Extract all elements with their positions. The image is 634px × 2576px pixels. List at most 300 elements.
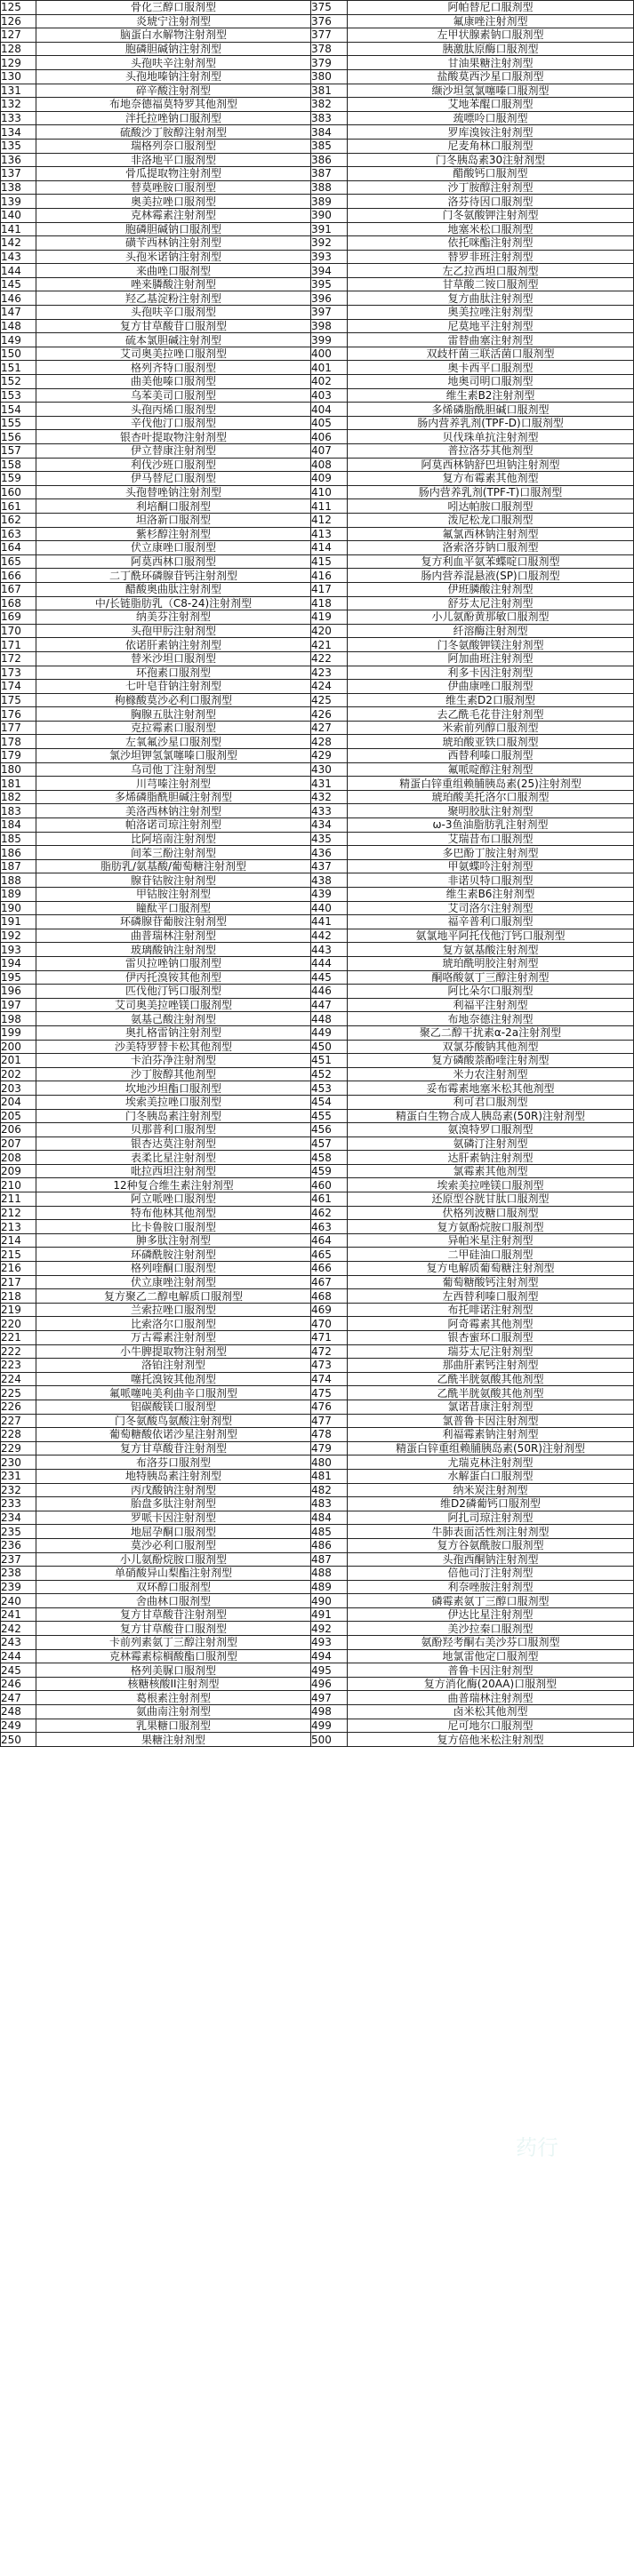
row-number-right: 434 <box>311 818 348 833</box>
drug-name-left: 硫本氯胆碱注射剂型 <box>36 333 311 347</box>
row-number-left: 232 <box>1 1483 36 1497</box>
drug-name-left: 炎琥宁注射剂型 <box>36 14 311 28</box>
drug-name-right: 贝伐珠单抗注射剂型 <box>348 430 634 444</box>
drug-name-left: 环磷酰胺注射剂型 <box>36 1248 311 1262</box>
drug-name-right: 门冬氨酸钾镁注射剂型 <box>348 638 634 652</box>
row-number-right: 444 <box>311 956 348 970</box>
drug-name-right: 伊班膦酸注射剂型 <box>348 582 634 596</box>
drug-name-left: 瞳酞平口服剂型 <box>36 901 311 915</box>
drug-name-right: 胰激肽原酶口服剂型 <box>348 42 634 56</box>
drug-name-left: 多烯磷脂酰胆碱注射剂型 <box>36 790 311 804</box>
table-row <box>1 569 634 583</box>
drug-name-left: 银杏达莫注射剂型 <box>36 1136 311 1151</box>
table-row <box>1 1400 634 1414</box>
row-number-left: 245 <box>1 1663 36 1678</box>
table-row <box>1 1719 634 1733</box>
drug-name-left: 瑞格列奈口服剂型 <box>36 139 311 153</box>
row-number-right: 380 <box>311 69 348 84</box>
drug-name-right: 阿扎司琼注射剂型 <box>348 1511 634 1525</box>
row-number-left: 163 <box>1 527 36 541</box>
table-row <box>1 42 634 56</box>
drug-name-left: 舍曲林口服剂型 <box>36 1594 311 1608</box>
drug-name-right: 布地奈德注射剂型 <box>348 1012 634 1026</box>
watermark-logo: 药行 <box>510 2128 564 2163</box>
row-number-left: 187 <box>1 859 36 873</box>
drug-name-left: 奥美拉唑口服剂型 <box>36 195 311 209</box>
drug-name-right: 维D2磷葡钙口服剂型 <box>348 1497 634 1511</box>
row-number-right: 430 <box>311 762 348 777</box>
table-row <box>1 970 634 985</box>
drug-name-left: 曲美他嗪口服剂型 <box>36 375 311 389</box>
drug-name-right: 妥布霉素地塞米松其他剂型 <box>348 1081 634 1096</box>
drug-name-left: 帕洛诺司琼注射剂型 <box>36 818 311 833</box>
row-number-right: 431 <box>311 777 348 791</box>
drug-name-right: 银杏蜜环口服剂型 <box>348 1331 634 1345</box>
drug-name-right: 葡萄糖酸钙注射剂型 <box>348 1275 634 1289</box>
row-number-left: 207 <box>1 1136 36 1151</box>
drug-name-right: 氨酚羟考酮右美沙芬口服剂型 <box>348 1636 634 1650</box>
row-number-left: 237 <box>1 1552 36 1567</box>
row-number-right: 375 <box>311 1 348 15</box>
table-row <box>1 1206 634 1220</box>
row-number-right: 482 <box>311 1483 348 1497</box>
row-number-left: 248 <box>1 1705 36 1719</box>
drug-name-right: 曲普瑞林注射剂型 <box>348 1691 634 1705</box>
row-number-right: 419 <box>311 610 348 625</box>
row-number-left: 214 <box>1 1233 36 1248</box>
drug-name-left: 二丁酰环磷腺苷钙注射剂型 <box>36 569 311 583</box>
table-row <box>1 1164 634 1178</box>
table-row <box>1 638 634 652</box>
table-row <box>1 14 634 28</box>
row-number-left: 228 <box>1 1428 36 1442</box>
row-number-left: 190 <box>1 901 36 915</box>
row-number-left: 191 <box>1 915 36 929</box>
row-number-right: 428 <box>311 735 348 749</box>
row-number-left: 178 <box>1 735 36 749</box>
row-number-right: 435 <box>311 832 348 846</box>
drug-name-left: 布洛芬口服剂型 <box>36 1455 311 1470</box>
row-number-left: 138 <box>1 180 36 195</box>
drug-name-left: 复方甘草酸苷口服剂型 <box>36 1622 311 1636</box>
table-row <box>1 1441 634 1455</box>
drug-name-right: 艾瑞昔布口服剂型 <box>348 832 634 846</box>
table-row <box>1 1192 634 1207</box>
drug-name-right: 利福平注射剂型 <box>348 998 634 1012</box>
table-row <box>1 1705 634 1719</box>
row-number-left: 140 <box>1 208 36 222</box>
drug-name-right: 磷霉素氨丁三醇口服剂型 <box>348 1594 634 1608</box>
drug-name-right: 利福霉素钠注射剂型 <box>348 1428 634 1442</box>
drug-name-right: 美沙拉秦口服剂型 <box>348 1622 634 1636</box>
table-row <box>1 375 634 389</box>
drug-name-left: 克拉霉素口服剂型 <box>36 721 311 735</box>
drug-name-right: 洛索洛芬钠口服剂型 <box>348 541 634 555</box>
row-number-right: 396 <box>311 291 348 306</box>
drug-name-left: 格列齐特口服剂型 <box>36 361 311 375</box>
drug-name-left: 比索洛尔口服剂型 <box>36 1317 311 1331</box>
table-row <box>1 1511 634 1525</box>
row-number-right: 381 <box>311 84 348 98</box>
row-number-right: 426 <box>311 707 348 722</box>
table-row <box>1 998 634 1012</box>
drug-name-left: 川芎嗪注射剂型 <box>36 777 311 791</box>
table-row <box>1 1649 634 1663</box>
row-number-right: 421 <box>311 638 348 652</box>
row-number-left: 154 <box>1 403 36 417</box>
table-row <box>1 1220 634 1234</box>
drug-name-left: 贝那普利口服剂型 <box>36 1123 311 1137</box>
row-number-right: 391 <box>311 222 348 236</box>
row-number-right: 439 <box>311 888 348 902</box>
drug-name-left: 铝碳酸镁口服剂型 <box>36 1400 311 1414</box>
row-number-left: 132 <box>1 98 36 112</box>
drug-name-left: 氯沙坦钾氢氯噻嗪口服剂型 <box>36 749 311 763</box>
table-row <box>1 915 634 929</box>
drug-name-left: 来曲唑口服剂型 <box>36 264 311 278</box>
drug-name-left: 阿莫西林口服剂型 <box>36 554 311 569</box>
row-number-left: 217 <box>1 1275 36 1289</box>
drug-name-right: 埃索美拉唑镁口服剂型 <box>348 1178 634 1192</box>
row-number-right: 433 <box>311 804 348 818</box>
table-row <box>1 1151 634 1165</box>
row-number-right: 469 <box>311 1303 348 1317</box>
table-row <box>1 901 634 915</box>
row-number-right: 475 <box>311 1386 348 1400</box>
row-number-left: 157 <box>1 444 36 459</box>
drug-name-left: 骨化三醇口服剂型 <box>36 1 311 15</box>
table-row <box>1 1136 634 1151</box>
row-number-right: 409 <box>311 472 348 486</box>
row-number-right: 492 <box>311 1622 348 1636</box>
table-row <box>1 804 634 818</box>
drug-name-left: 卡泊芬净注射剂型 <box>36 1054 311 1068</box>
drug-name-right: 纳米炭注射剂型 <box>348 1483 634 1497</box>
drug-name-right: 甲氨蝶呤注射剂型 <box>348 859 634 873</box>
row-number-left: 213 <box>1 1220 36 1234</box>
row-number-left: 174 <box>1 680 36 694</box>
row-number-left: 142 <box>1 236 36 251</box>
table-row <box>1 319 634 333</box>
table-row <box>1 666 634 680</box>
table-row <box>1 790 634 804</box>
drug-name-right: 肠内营养乳剂(TPF-D)口服剂型 <box>348 416 634 430</box>
row-number-left: 159 <box>1 472 36 486</box>
table-row <box>1 499 634 514</box>
table-row <box>1 139 634 153</box>
drug-name-right: 氨溴特罗口服剂型 <box>348 1123 634 1137</box>
drug-name-right: 舒芬太尼注射剂型 <box>348 596 634 610</box>
row-number-left: 133 <box>1 111 36 125</box>
row-number-left: 226 <box>1 1400 36 1414</box>
row-number-right: 451 <box>311 1054 348 1068</box>
table-row <box>1 846 634 860</box>
drug-name-right: 门冬胰岛素30注射剂型 <box>348 153 634 167</box>
table-row <box>1 485 634 499</box>
drug-name-left: 地特胰岛素注射剂型 <box>36 1469 311 1483</box>
row-number-left: 224 <box>1 1372 36 1386</box>
table-row <box>1 56 634 70</box>
row-number-left: 129 <box>1 56 36 70</box>
row-number-right: 471 <box>311 1331 348 1345</box>
drug-name-right: 奥美拉唑注射剂型 <box>348 306 634 320</box>
watermark <box>36 1946 569 2168</box>
row-number-left: 212 <box>1 1206 36 1220</box>
drug-name-left: 唑来膦酸注射剂型 <box>36 277 311 291</box>
drug-name-right: 伏格列波糖口服剂型 <box>348 1206 634 1220</box>
table-row <box>1 167 634 181</box>
drug-name-left: 噻托溴铵其他剂型 <box>36 1372 311 1386</box>
row-number-left: 243 <box>1 1636 36 1650</box>
row-number-left: 210 <box>1 1178 36 1192</box>
drug-name-left: 克林霉素注射剂型 <box>36 208 311 222</box>
row-number-left: 242 <box>1 1622 36 1636</box>
drug-name-left: 利伐沙班口服剂型 <box>36 458 311 472</box>
row-number-right: 485 <box>311 1525 348 1539</box>
drug-name-left: 复方聚乙二醇电解质口服剂型 <box>36 1289 311 1304</box>
drug-name-left: 比阿培南注射剂型 <box>36 832 311 846</box>
drug-name-left: 伊立替康注射剂型 <box>36 444 311 459</box>
drug-name-right: 去乙酰毛花苷注射剂型 <box>348 707 634 722</box>
table-row <box>1 1552 634 1567</box>
row-number-right: 424 <box>311 680 348 694</box>
drug-name-right: 盐酸莫西沙星口服剂型 <box>348 69 634 84</box>
row-number-right: 398 <box>311 319 348 333</box>
row-number-right: 458 <box>311 1151 348 1165</box>
row-number-left: 238 <box>1 1567 36 1581</box>
row-number-right: 382 <box>311 98 348 112</box>
drug-name-right: 普鲁卡因注射剂型 <box>348 1663 634 1678</box>
drug-name-right: 复方倍他米松注射剂型 <box>348 1733 634 1747</box>
table-row <box>1 1359 634 1373</box>
drug-name-left: 玻璃酸钠注射剂型 <box>36 943 311 957</box>
drug-name-right: 地塞米松口服剂型 <box>348 222 634 236</box>
drug-name-left: 埃索美拉唑口服剂型 <box>36 1095 311 1109</box>
row-number-right: 499 <box>311 1719 348 1733</box>
table-row <box>1 111 634 125</box>
table-row <box>1 361 634 375</box>
row-number-right: 449 <box>311 1025 348 1040</box>
row-number-left: 158 <box>1 458 36 472</box>
table-row <box>1 1331 634 1345</box>
row-number-left: 141 <box>1 222 36 236</box>
row-number-left: 233 <box>1 1497 36 1511</box>
row-number-left: 175 <box>1 693 36 707</box>
table-row <box>1 610 634 625</box>
drug-name-left: 头孢米诺钠注射剂型 <box>36 250 311 264</box>
row-number-left: 177 <box>1 721 36 735</box>
row-number-right: 441 <box>311 915 348 929</box>
table-row <box>1 859 634 873</box>
table-row <box>1 222 634 236</box>
drug-name-left: 特布他林其他剂型 <box>36 1206 311 1220</box>
row-number-left: 186 <box>1 846 36 860</box>
row-number-right: 472 <box>311 1344 348 1359</box>
drug-name-left: 门冬胰岛素注射剂型 <box>36 1109 311 1123</box>
table-row <box>1 1317 634 1331</box>
row-number-left: 128 <box>1 42 36 56</box>
row-number-right: 457 <box>311 1136 348 1151</box>
drug-name-right: 替罗非班注射剂型 <box>348 250 634 264</box>
row-number-left: 147 <box>1 306 36 320</box>
drug-name-left: 罗哌卡因注射剂型 <box>36 1511 311 1525</box>
drug-name-left: 布地奈德福莫特罗其他剂型 <box>36 98 311 112</box>
drug-name-right: 肠内营养乳剂(TPF-T)口服剂型 <box>348 485 634 499</box>
row-number-right: 423 <box>311 666 348 680</box>
table-row <box>1 873 634 888</box>
row-number-right: 408 <box>311 458 348 472</box>
table-row <box>1 195 634 209</box>
row-number-right: 393 <box>311 250 348 264</box>
row-number-left: 223 <box>1 1359 36 1373</box>
row-number-right: 496 <box>311 1677 348 1691</box>
row-number-right: 445 <box>311 970 348 985</box>
table-row <box>1 1567 634 1581</box>
table-row <box>1 347 634 361</box>
drug-name-left: 磺苄西林钠注射剂型 <box>36 236 311 251</box>
table-row <box>1 582 634 596</box>
table-row <box>1 1580 634 1594</box>
drug-name-left: 匹伐他汀钙口服剂型 <box>36 985 311 999</box>
drug-name-left: 伏立康唑口服剂型 <box>36 541 311 555</box>
table-row <box>1 1012 634 1026</box>
drug-name-left: 乌司他丁注射剂型 <box>36 762 311 777</box>
table-row <box>1 1248 634 1262</box>
row-number-right: 414 <box>311 541 348 555</box>
drug-name-left: 间苯三酚注射剂型 <box>36 846 311 860</box>
row-number-left: 236 <box>1 1538 36 1552</box>
drug-name-left: 丙戊酸钠注射剂型 <box>36 1483 311 1497</box>
row-number-left: 240 <box>1 1594 36 1608</box>
drug-name-right: 氯诺昔康注射剂型 <box>348 1400 634 1414</box>
drug-name-right: 阿帕替尼口服剂型 <box>348 1 634 15</box>
row-number-left: 134 <box>1 125 36 140</box>
row-number-right: 446 <box>311 985 348 999</box>
row-number-left: 170 <box>1 624 36 638</box>
row-number-left: 168 <box>1 596 36 610</box>
row-number-left: 215 <box>1 1248 36 1262</box>
drug-name-left: 吡拉西坦注射剂型 <box>36 1164 311 1178</box>
row-number-right: 483 <box>311 1497 348 1511</box>
drug-name-right: 氯普鲁卡因注射剂型 <box>348 1414 634 1428</box>
drug-name-right: 复方谷氨酰胺口服剂型 <box>348 1538 634 1552</box>
table-row <box>1 929 634 943</box>
row-number-right: 411 <box>311 499 348 514</box>
row-number-left: 148 <box>1 319 36 333</box>
drug-name-right: 达肝素钠注射剂型 <box>348 1151 634 1165</box>
row-number-right: 437 <box>311 859 348 873</box>
row-number-left: 125 <box>1 1 36 15</box>
drug-name-left: 伊马替尼口服剂型 <box>36 472 311 486</box>
row-number-left: 181 <box>1 777 36 791</box>
drug-name-right: 乙酰半胱氨酸其他剂型 <box>348 1386 634 1400</box>
table-row <box>1 28 634 43</box>
row-number-left: 183 <box>1 804 36 818</box>
row-number-right: 440 <box>311 901 348 915</box>
table-row <box>1 956 634 970</box>
drug-name-right: 利可君口服剂型 <box>348 1095 634 1109</box>
drug-name-right: 复方氨酚烷胺口服剂型 <box>348 1220 634 1234</box>
drug-name-left: 中/长链脂肪乳（C8-24)注射剂型 <box>36 596 311 610</box>
row-number-left: 231 <box>1 1469 36 1483</box>
table-row <box>1 1109 634 1123</box>
row-number-left: 200 <box>1 1040 36 1054</box>
drug-name-right: 罗库溴铵注射剂型 <box>348 125 634 140</box>
drug-name-right: 阿比朵尔口服剂型 <box>348 985 634 999</box>
row-number-right: 486 <box>311 1538 348 1552</box>
row-number-right: 390 <box>311 208 348 222</box>
drug-name-right: 双歧杆菌三联活菌口服剂型 <box>348 347 634 361</box>
row-number-left: 225 <box>1 1386 36 1400</box>
drug-name-left: 洛铂注射剂型 <box>36 1359 311 1373</box>
drug-name-left: 环磷腺苷葡胺注射剂型 <box>36 915 311 929</box>
row-number-right: 432 <box>311 790 348 804</box>
table-row <box>1 1469 634 1483</box>
drug-name-right: 洛芬待因口服剂型 <box>348 195 634 209</box>
drug-name-left: 非洛地平口服剂型 <box>36 153 311 167</box>
row-number-left: 137 <box>1 167 36 181</box>
drug-name-left: 头孢呋辛口服剂型 <box>36 306 311 320</box>
drug-name-left: 胞磷胆碱钠注射剂型 <box>36 42 311 56</box>
drug-name-right: 米力农注射剂型 <box>348 1067 634 1081</box>
drug-name-left: 乌苯美司口服剂型 <box>36 388 311 403</box>
table-row <box>1 554 634 569</box>
drug-name-right: 西替利嗪口服剂型 <box>348 749 634 763</box>
table-row <box>1 1538 634 1552</box>
drug-name-right: 布托啡诺注射剂型 <box>348 1303 634 1317</box>
row-number-left: 185 <box>1 832 36 846</box>
row-number-right: 480 <box>311 1455 348 1470</box>
row-number-left: 194 <box>1 956 36 970</box>
drug-name-left: 头孢地嗪钠注射剂型 <box>36 69 311 84</box>
drug-name-right: 维生素B2注射剂型 <box>348 388 634 403</box>
row-number-left: 206 <box>1 1123 36 1137</box>
table-row <box>1 458 634 472</box>
drug-name-right: 瑞芬太尼注射剂型 <box>348 1344 634 1359</box>
row-number-left: 209 <box>1 1164 36 1178</box>
row-number-left: 247 <box>1 1691 36 1705</box>
row-number-right: 452 <box>311 1067 348 1081</box>
table-row <box>1 1372 634 1386</box>
row-number-left: 222 <box>1 1344 36 1359</box>
table-row <box>1 1594 634 1608</box>
drug-name-left: 格列美脲口服剂型 <box>36 1663 311 1678</box>
drug-name-left: 12种复合维生素注射剂型 <box>36 1178 311 1192</box>
row-number-left: 166 <box>1 569 36 583</box>
table-row <box>1 1428 634 1442</box>
drug-name-right: 聚乙二醇干扰素α-2a注射剂型 <box>348 1025 634 1040</box>
table-row <box>1 513 634 527</box>
drug-name-right: 精蛋白锌重组赖脯胰岛素(25)注射剂型 <box>348 777 634 791</box>
drug-name-right: 甘油果糖注射剂型 <box>348 56 634 70</box>
row-number-left: 160 <box>1 485 36 499</box>
table-row <box>1 264 634 278</box>
drug-name-left: 兰索拉唑口服剂型 <box>36 1303 311 1317</box>
table-row <box>1 444 634 459</box>
drug-name-left: 坎地沙坦酯口服剂型 <box>36 1081 311 1096</box>
drug-name-left: 硫酸沙丁胺醇注射剂型 <box>36 125 311 140</box>
table-row <box>1 735 634 749</box>
table-row <box>1 1081 634 1096</box>
row-number-left: 229 <box>1 1441 36 1455</box>
drug-name-left: 碎辛酸注射剂型 <box>36 84 311 98</box>
drug-name-right: 双氯芬酸钠其他剂型 <box>348 1040 634 1054</box>
drug-name-right: 琥珀酸美托洛尔口服剂型 <box>348 790 634 804</box>
drug-name-right: 奥卡西平口服剂型 <box>348 361 634 375</box>
drug-name-left: 环孢素口服剂型 <box>36 666 311 680</box>
drug-name-right: 牛肺表面活性剂注射剂型 <box>348 1525 634 1539</box>
table-row <box>1 69 634 84</box>
